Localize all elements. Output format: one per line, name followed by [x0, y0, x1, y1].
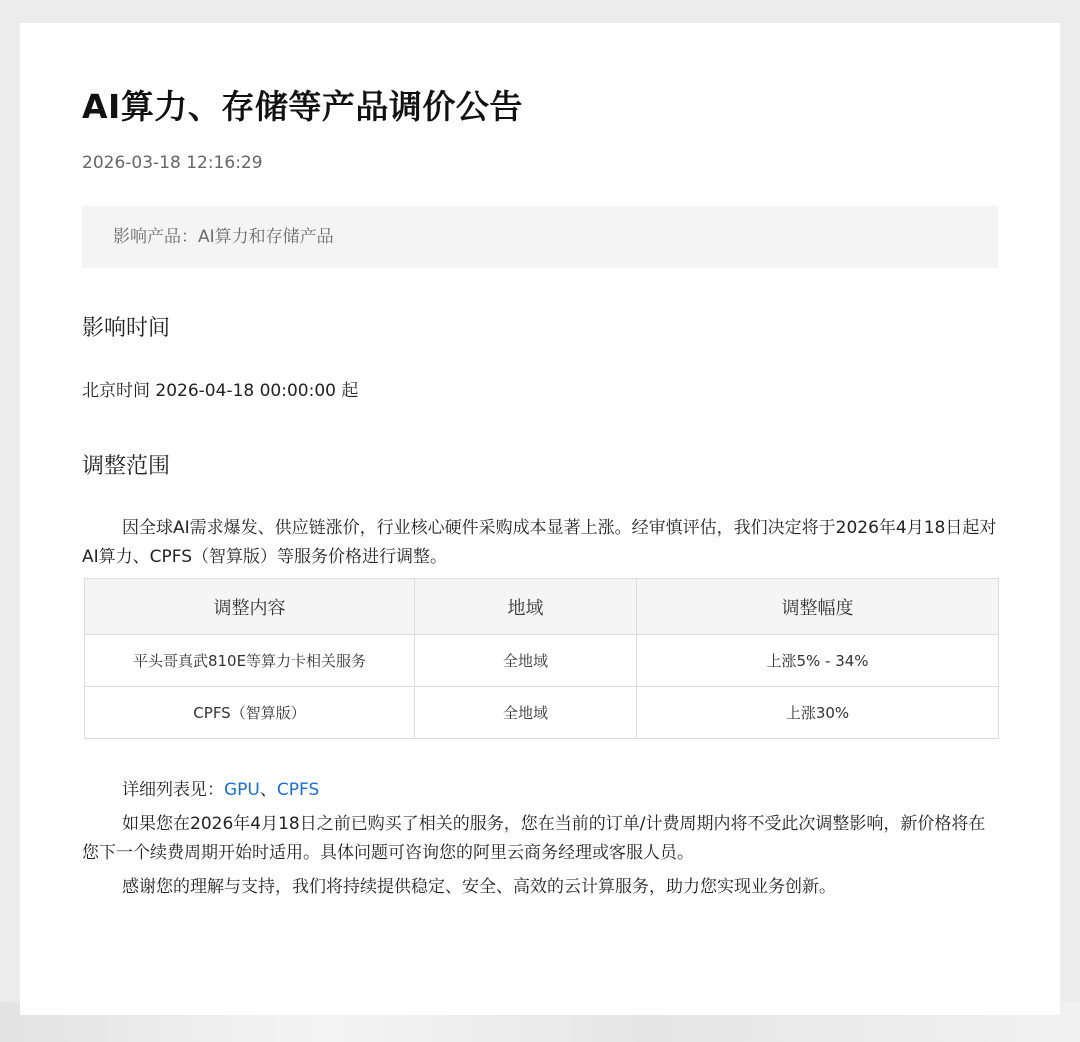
scope-heading: 调整范围 [82, 454, 171, 479]
details-prefix: 详细列表见： [122, 780, 224, 800]
impact-time-heading: 影响时间 [82, 316, 171, 341]
details-line [82, 776, 998, 805]
affected-products-box: 影响产品：AI算力和存储产品 [82, 206, 998, 268]
table-cell-range: 上涨30% [637, 687, 999, 739]
table-row [85, 687, 999, 739]
publish-timestamp: 2026-03-18 12:16:29 [82, 153, 263, 173]
table-cell-content: 平头哥真武810E等算力卡相关服务 [85, 635, 415, 687]
table-cell-region: 全地域 [415, 687, 637, 739]
table-row [85, 635, 999, 687]
table-cell-content: CPFS（智算版） [85, 687, 415, 739]
table-header-region: 地域 [415, 579, 637, 635]
price-adjustment-table [84, 578, 999, 739]
table-header-row [85, 579, 999, 635]
announcement-card [20, 23, 1060, 1015]
cpfs-link[interactable]: CPFS [276, 780, 320, 800]
table-header-range: 调整幅度 [637, 579, 999, 635]
page-title: AI算力、存储等产品调价公告 [82, 87, 523, 126]
notice-paragraph: 如果您在2026年4月18日之前已购买了相关的服务，您在当前的订单/计费周期内将不受此次调整影响，新价格将在您下一个续费周期开始时适用。具体问题可咨询您的阿里云商务经理或客服人员。 [82, 814, 986, 863]
table-cell-region: 全地域 [415, 635, 637, 687]
thanks-paragraph: 感谢您的理解与支持，我们将持续提供稳定、安全、高效的云计算服务，助力您实现业务创新。 [122, 877, 836, 897]
scope-intro-paragraph: 因全球AI需求爆发、供应链涨价，行业核心硬件采购成本显著上涨。经审慎评估，我们决定将于2026年4月18日起对AI算力、CPFS（智算版）等服务价格进行调整。 [82, 518, 997, 567]
price-adjustment-table-wrap [84, 578, 998, 739]
table-header-content: 调整内容 [85, 579, 415, 635]
table-cell-range: 上涨5% - 34% [637, 635, 999, 687]
impact-time-text: 北京时间 2026-04-18 00:00:00 起 [82, 381, 359, 401]
gpu-link[interactable]: GPU [224, 780, 260, 800]
details-separator: 、 [259, 780, 277, 800]
